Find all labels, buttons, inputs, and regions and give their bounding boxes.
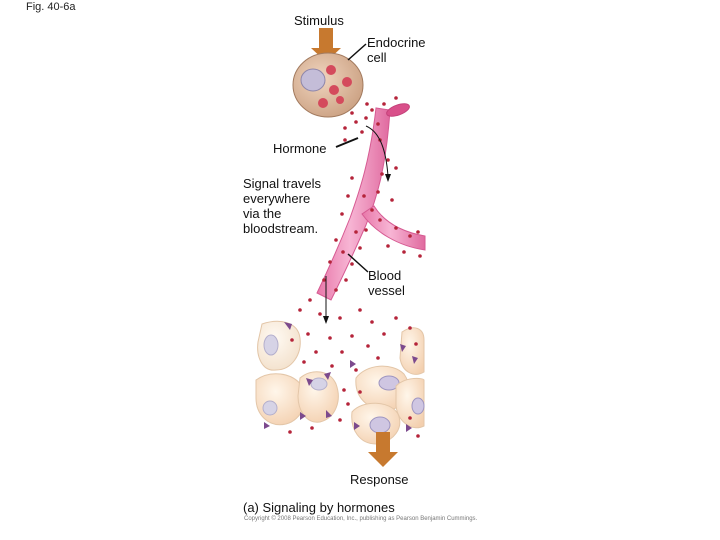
copyright-credit: Copyright © 2008 Pearson Education, Inc., publishing as Pearson Benjamin Cummings. bbox=[244, 516, 478, 522]
stimulus-label: Stimulus bbox=[294, 13, 344, 28]
response-label: Response bbox=[350, 472, 409, 487]
endocrine-cell-leader bbox=[348, 44, 366, 60]
hormone-label: Hormone bbox=[273, 141, 327, 156]
endocrine-cell-label: Endocrine cell bbox=[367, 35, 426, 65]
blood-vessel-label: Blood vessel bbox=[368, 268, 405, 298]
caption: (a) Signaling by hormones bbox=[243, 500, 395, 515]
hormone-leader bbox=[336, 138, 358, 147]
target-cells-right bbox=[352, 328, 424, 444]
nucleus bbox=[301, 69, 325, 91]
endocrine-cell bbox=[293, 53, 363, 117]
figure-label: Fig. 40-6a bbox=[26, 1, 76, 13]
target-cells-left bbox=[256, 321, 338, 424]
signal-travels-label: Signal travels everywhere via the bloodstream. bbox=[243, 176, 322, 236]
